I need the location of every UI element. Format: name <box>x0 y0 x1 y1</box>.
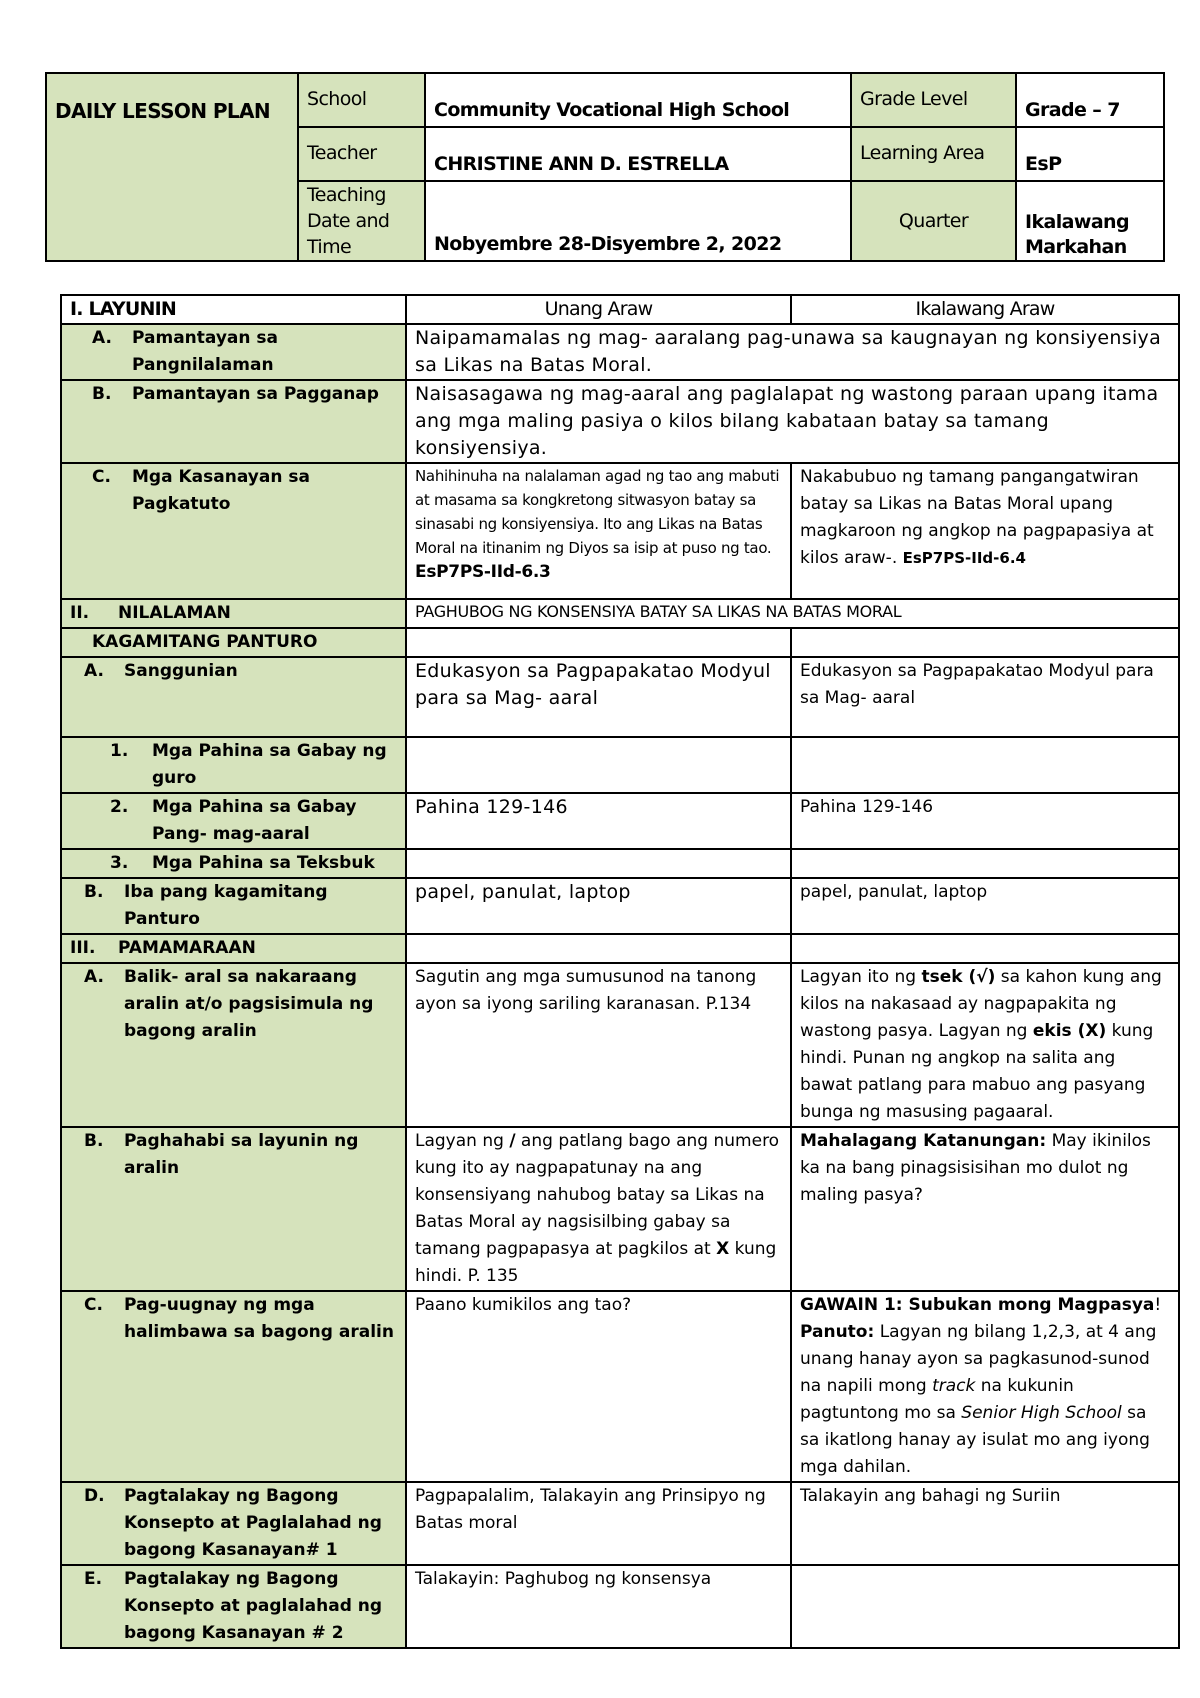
row-label-kasanayan: C. Mga Kasanayan sa Pagkatuto <box>61 463 406 599</box>
grade-level-label: Grade Level <box>851 73 1016 127</box>
competency-code-day2: EsP7PS-IId-6.4 <box>902 549 1026 567</box>
teaching-date-label: Teaching Date and Time <box>298 181 425 261</box>
pamamaraan-day1 <box>406 934 791 963</box>
row-label-pahina-gabay-mag-aaral: 2. Mga Pahina sa Gabay Pang- mag-aaral <box>61 793 406 849</box>
row-label-nilalaman: II. NILALAMAN <box>61 599 406 628</box>
paghahabi-day2: Mahalagang Katanungan: May ikinilos ka na bang pinagsisisihan mo dulot ng maling pasya? <box>791 1127 1179 1291</box>
pamamaraan-day2 <box>791 934 1179 963</box>
row-label-pahina-teksbuk: 3. Mga Pahina sa Teksbuk <box>61 849 406 878</box>
kagamitang-day2 <box>791 628 1179 657</box>
balik-aral-day2: Lagyan ito ng tsek (√) sa kahon kung ang kilos na nakasaad ay nagpapakita ng wastong pasya. Lagyan ng ekis (X) kung hindi. Punan ng angkop na salita ang bawat patlang para mabuo ang pasyang bunga ng masusing pagaaral. <box>791 963 1179 1127</box>
teacher-label: Teacher <box>298 127 425 181</box>
row-label-pagtalakay-1: D. Pagtalakay ng Bagong Konsepto at Paglalahad ng bagong Kasanayan# 1 <box>61 1482 406 1565</box>
kasanayan-day2: Nakabubuo ng tamang pangangatwiran batay sa Likas na Batas Moral upang magkaroon ng angkop na pagpapasiya at kilos araw-. EsP7PS-IId-6.4 <box>791 463 1179 599</box>
school-label: School <box>298 73 425 127</box>
nilalaman-value: PAGHUBOG NG KONSENSIYA BATAY SA LIKAS NA BATAS MORAL <box>406 599 1179 628</box>
kagamitang-day1 <box>406 628 791 657</box>
row-label-pag-uugnay: C. Pag-uugnay ng mga halimbawa sa bagong aralin <box>61 1291 406 1482</box>
pahina-gabay-mag-aaral-day1: Pahina 129-146 <box>406 793 791 849</box>
pamantayan-nilalaman-value: Naipamamalas ng mag- aaralang pag-unawa sa kaugnayan ng konsiyensiya sa Likas na Batas Moral. <box>406 324 1179 380</box>
page-title: DAILY LESSON PLAN <box>46 73 298 261</box>
pag-uugnay-day1: Paano kumikilos ang tao? <box>406 1291 791 1482</box>
row-label-pahina-gabay-guro: 1. Mga Pahina sa Gabay ng guro <box>61 737 406 793</box>
pagtalakay-2-day2 <box>791 1565 1179 1648</box>
row-label-iba-pang-kagamitan: B. Iba pang kagamitang Panturo <box>61 878 406 934</box>
iba-pang-kagamitan-day1: papel, panulat, laptop <box>406 878 791 934</box>
row-label-pamantayan-pagganap: B. Pamantayan sa Pagganap <box>61 380 406 463</box>
teaching-date-value: Nobyembre 28-Disyembre 2, 2022 <box>425 181 851 261</box>
pag-uugnay-day2: GAWAIN 1: Subukan mong Magpasya! Panuto: Lagyan ng bilang 1,2,3, at 4 ang unang hanay ayon sa pagkasunod-sunod na napili mong track na kukunin pagtuntong mo sa Senior High School sa sa ikatlong hanay ay isulat mo ang iyong mga dahilan. <box>791 1291 1179 1482</box>
quarter-value: Ikalawang Markahan <box>1016 181 1164 261</box>
row-label-balik-aral: A. Balik- aral sa nakaraang aralin at/o pagsisimula ng bagong aralin <box>61 963 406 1127</box>
school-value: Community Vocational High School <box>425 73 851 127</box>
competency-code-day1: EsP7PS-IId-6.3 <box>415 562 551 582</box>
header-table <box>45 72 1165 262</box>
learning-area-value: EsP <box>1016 127 1164 181</box>
pagtalakay-1-day2: Talakayin ang bahagi ng Suriin <box>791 1482 1179 1565</box>
row-label-sanggunian: A. Sanggunian <box>61 657 406 737</box>
row-label-kagamitang-panturo: KAGAMITANG PANTURO <box>61 628 406 657</box>
pahina-teksbuk-day1 <box>406 849 791 878</box>
learning-area-label: Learning Area <box>851 127 1016 181</box>
pagtalakay-1-day1: Pagpapalalim, Talakayin ang Prinsipyo ng Batas moral <box>406 1482 791 1565</box>
day1-heading: Unang Araw <box>406 295 791 324</box>
row-label-paghahabi: B. Paghahabi sa layunin ng aralin <box>61 1127 406 1291</box>
layunin-heading: I. LAYUNIN <box>61 295 406 324</box>
sanggunian-day1: Edukasyon sa Pagpapakatao Modyul para sa Mag- aaral <box>406 657 791 737</box>
row-label-pamamaraan: III. PAMAMARAAN <box>61 934 406 963</box>
sanggunian-day2: Edukasyon sa Pagpapakatao Modyul para sa Mag- aaral <box>791 657 1179 737</box>
pamantayan-pagganap-value: Naisasagawa ng mag-aaral ang paglalapat ng wastong paraan upang itama ang mga maling pasiya o kilos bilang kabataan batay sa tamang konsiyensiya. <box>406 380 1179 463</box>
pagtalakay-2-day1: Talakayin: Paghubog ng konsensya <box>406 1565 791 1648</box>
row-label-pagtalakay-2: E. Pagtalakay ng Bagong Konsepto at paglalahad ng bagong Kasanayan # 2 <box>61 1565 406 1648</box>
day2-heading: Ikalawang Araw <box>791 295 1179 324</box>
balik-aral-day1: Sagutin ang mga sumusunod na tanong ayon sa iyong sariling karanasan. P.134 <box>406 963 791 1127</box>
quarter-label: Quarter <box>851 181 1016 261</box>
iba-pang-kagamitan-day2: papel, panulat, laptop <box>791 878 1179 934</box>
grade-level-value: Grade – 7 <box>1016 73 1164 127</box>
row-label-pamantayan-nilalaman: A. Pamantayan sa Pangnilalaman <box>61 324 406 380</box>
teacher-value: CHRISTINE ANN D. ESTRELLA <box>425 127 851 181</box>
lesson-plan-table <box>60 294 1180 1649</box>
kasanayan-day1: Nahihinuha na nalalaman agad ng tao ang mabuti at masama sa kongkretong sitwasyon batay sa sinasabi ng konsiyensiya. Ito ang Likas na Batas Moral na itinanim ng Diyos sa isip at puso ng tao. EsP7PS-IId-6.3 <box>406 463 791 599</box>
pahina-gabay-guro-day2 <box>791 737 1179 793</box>
paghahabi-day1: Lagyan ng / ang patlang bago ang numero kung ito ay nagpapatunay na ang konsensiyang nahubog batay sa Likas na Batas Moral ay nagsisilbing gabay sa tamang pagpapasya at pagkilos at X kung hindi. P. 135 <box>406 1127 791 1291</box>
pahina-gabay-mag-aaral-day2: Pahina 129-146 <box>791 793 1179 849</box>
pahina-teksbuk-day2 <box>791 849 1179 878</box>
pahina-gabay-guro-day1 <box>406 737 791 793</box>
